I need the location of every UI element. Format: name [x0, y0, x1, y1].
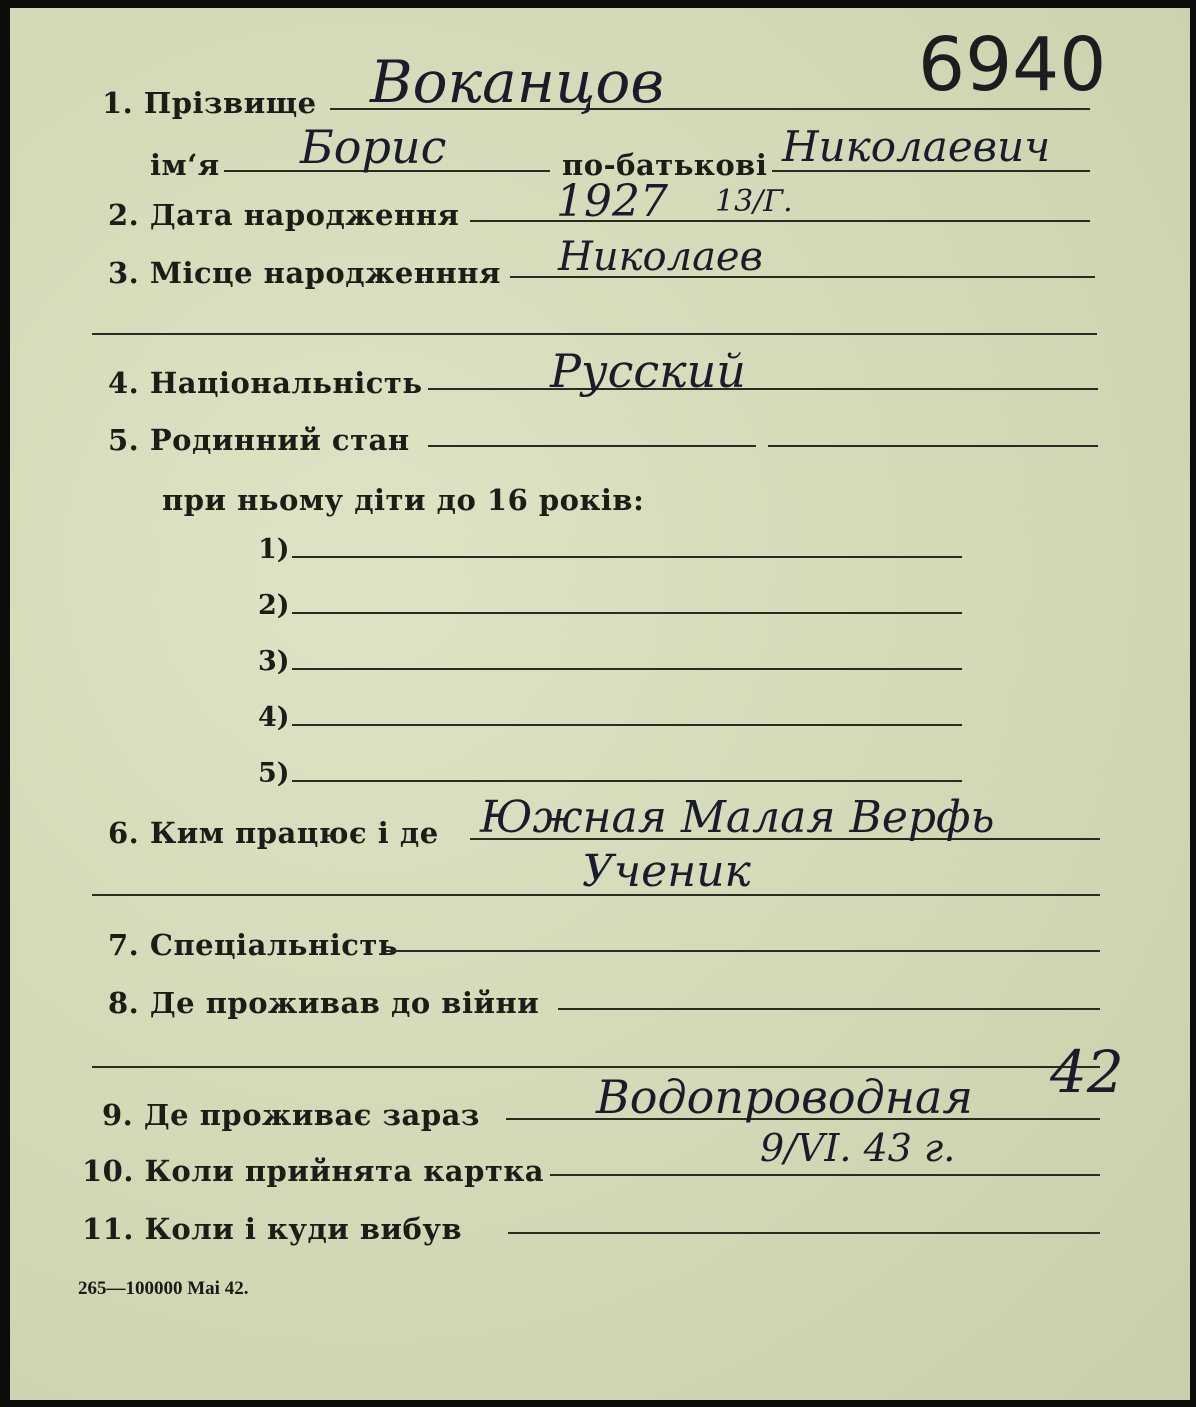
label-children: при ньому діти до 16 років:: [162, 483, 645, 517]
value-current-residence: Водопроводная: [596, 1070, 973, 1124]
rule-prewar-residence: [558, 1008, 1100, 1010]
label-nationality: 4. Національність: [108, 366, 423, 400]
label-marital-status: 5. Родинний стан: [108, 423, 410, 457]
rule-prewar-residence-2: [92, 1066, 1100, 1068]
label-birth-date: 2. Дата народження: [108, 198, 460, 232]
rule-child-2: [292, 612, 962, 614]
label-specialty: 7. Спеціальність: [108, 928, 399, 962]
value-work-2: Ученик: [582, 846, 751, 897]
child-4-label: 4): [258, 702, 290, 733]
value-birth-day: 13/Г.: [715, 184, 793, 219]
rule-nationality: [428, 388, 1098, 390]
value-work: Южная Малая Верфь: [480, 792, 995, 843]
rule-child-5: [292, 780, 962, 782]
rule-marital-status-b: [768, 445, 1098, 447]
label-prewar-residence: 8. Де проживав до війни: [108, 986, 540, 1020]
value-nationality: Русский: [550, 344, 746, 398]
rule-departed: [508, 1232, 1100, 1234]
child-3-label: 3): [258, 646, 290, 677]
value-card-accepted: 9/VI. 43 г.: [760, 1126, 956, 1170]
rule-card-accepted: [550, 1174, 1100, 1176]
rule-child-4: [292, 724, 962, 726]
value-birth-place: Николаев: [558, 234, 763, 280]
child-1-label: 1): [258, 534, 290, 565]
label-patronymic: по-батькові: [562, 148, 768, 182]
value-house-number: 42: [1050, 1038, 1124, 1106]
value-surname: Воканцов: [370, 48, 665, 116]
label-current-residence: 9. Де проживає зараз: [102, 1098, 480, 1132]
value-patronymic: Николаевич: [782, 122, 1051, 171]
print-imprint: 265—100000 Mai 42.: [78, 1278, 249, 1299]
card-number: 6940: [918, 22, 1107, 108]
label-surname: 1. Прізвище: [102, 86, 317, 120]
rule-birth-place-2: [92, 333, 1097, 335]
label-first-name: ім‘я: [150, 148, 220, 182]
rule-specialty: [386, 950, 1100, 952]
registration-card: [10, 8, 1190, 1400]
value-birth-year: 1927: [556, 176, 668, 227]
label-work: 6. Ким працює і де: [108, 816, 439, 850]
rule-marital-status-a: [428, 445, 756, 447]
child-5-label: 5): [258, 758, 290, 789]
child-2-label: 2): [258, 590, 290, 621]
label-card-accepted: 10. Коли прийнята картка: [82, 1154, 545, 1188]
rule-child-1: [292, 556, 962, 558]
rule-child-3: [292, 668, 962, 670]
label-birth-place: 3. Місце народженння: [108, 256, 501, 290]
value-first-name: Борис: [300, 120, 447, 174]
label-departed: 11. Коли і куди вибув: [82, 1212, 463, 1246]
